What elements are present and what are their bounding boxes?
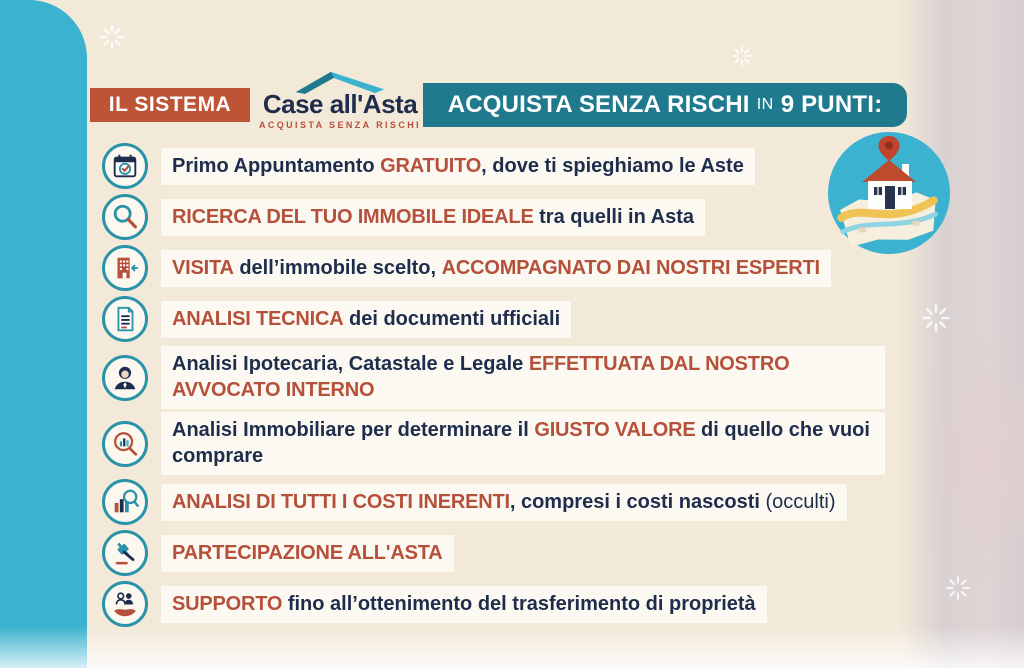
point-segment: GRATUITO — [380, 154, 482, 177]
point-row — [102, 193, 918, 241]
point-segment: GIUSTO VALORE — [534, 419, 696, 441]
title-highlight: 9 PUNTI: — [780, 91, 883, 118]
point-segment: PARTECIPAZIONE ALL'ASTA — [172, 541, 443, 564]
point-segment: dei documenti ufficiali — [343, 307, 561, 330]
point-segment: ACCOMPAGNATO DAI NOSTRI ESPERTI — [441, 256, 820, 279]
document-icon — [102, 296, 148, 342]
point-segment: fino all’ottenimento del trasferimento di proprietà — [282, 592, 756, 615]
point-text — [161, 250, 831, 287]
point-row — [102, 412, 918, 475]
point-text — [161, 148, 755, 185]
point-text — [161, 346, 885, 409]
point-segment: VISITA — [172, 256, 234, 279]
point-segment: ANALISI TECNICA — [172, 307, 344, 330]
point-segment: , compresi i costi nascosti — [509, 490, 766, 513]
point-text — [161, 484, 847, 521]
point-segment: ANALISI DI TUTTI I COSTI INERENTI — [172, 490, 510, 513]
point-text — [161, 301, 571, 338]
brand-name: Case all'Asta — [262, 89, 418, 119]
point-segment: , dove ti spieghiamo le Aste — [481, 154, 744, 177]
point-row — [102, 580, 918, 628]
point-text — [161, 199, 705, 236]
point-segment: di quello che vuoi comprare — [172, 419, 870, 467]
point-segment: Analisi Immobiliare per determinare il — [172, 419, 535, 441]
point-text — [161, 586, 767, 623]
point-segment: Analisi Ipotecaria, Catastale e Legale — [172, 353, 529, 375]
calendar-check-icon — [102, 143, 148, 189]
sparkle-icon — [731, 45, 753, 67]
brand-tagline: ACQUISTA SENZA RISCHI — [258, 120, 422, 131]
support-hand-icon — [102, 581, 148, 627]
point-segment: EFFETTUATA DAL NOSTRO AVVOCATO INTERNO — [172, 353, 790, 401]
point-segment: tra quelli in Asta — [533, 205, 694, 228]
value-analysis-icon — [102, 421, 148, 467]
building-visit-icon — [102, 245, 148, 291]
system-label-box — [90, 88, 250, 122]
right-edge-pink-blur — [904, 330, 1024, 590]
point-segment: SUPPORTO — [172, 592, 283, 615]
sparkle-icon — [921, 303, 951, 333]
sparkle-icon — [945, 575, 971, 601]
point-row — [102, 346, 918, 409]
costs-chart-icon — [102, 479, 148, 525]
bottom-edge-fade — [0, 626, 1024, 668]
title-main: ACQUISTA SENZA RISCHI — [447, 91, 750, 118]
gavel-icon — [102, 530, 148, 576]
point-segment: dell’immobile scelto, — [233, 256, 442, 279]
point-text — [161, 412, 885, 475]
left-accent-band — [0, 0, 87, 668]
point-row — [102, 295, 918, 343]
search-icon — [102, 194, 148, 240]
system-label: IL SISTEMA — [108, 93, 232, 116]
point-row — [102, 142, 918, 190]
title-connector: IN — [756, 96, 774, 113]
point-segment: RICERCA DEL TUO IMMOBILE IDEALE — [172, 205, 534, 228]
point-segment: Primo Appuntamento — [172, 154, 381, 177]
point-row — [102, 244, 918, 292]
brand-logo — [256, 70, 424, 130]
points-list — [102, 142, 918, 628]
point-row — [102, 529, 918, 577]
page-title — [423, 83, 907, 127]
point-row — [102, 478, 918, 526]
sparkle-icon — [99, 24, 125, 50]
lawyer-icon — [102, 355, 148, 401]
point-text — [161, 535, 454, 572]
point-segment: (occulti) — [765, 490, 836, 513]
